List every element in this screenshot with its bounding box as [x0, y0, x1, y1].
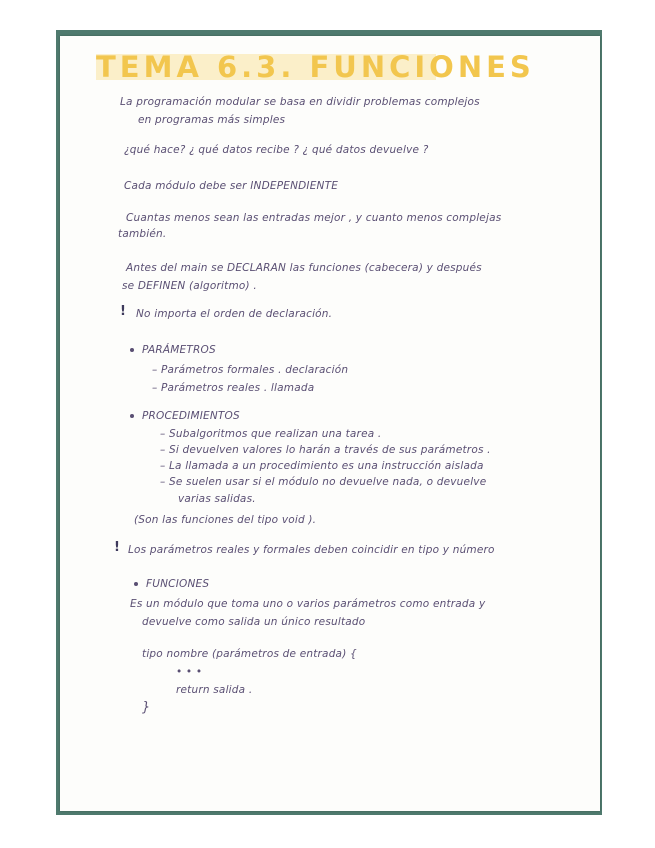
text-line: (Son las funciones del tipo void ). [134, 514, 317, 526]
text-line: devuelve como salida un único resultado [142, 616, 366, 628]
text-line: No importa el orden de declaración. [136, 308, 333, 320]
text-line: Antes del main se DECLARAN las funciones (cabecera) y después [126, 262, 482, 274]
text-line: – Se suelen usar si el módulo no devuelve nada, o devuelve [160, 476, 487, 488]
section-heading-text: PARÁMETROS [142, 344, 216, 356]
exclamation-icon: ! [114, 540, 120, 555]
exclamation-icon: ! [120, 304, 126, 319]
section-heading-text: FUNCIONES [146, 578, 210, 590]
section-heading-parametros [130, 344, 216, 356]
text-line: – Si devuelven valores lo harán a través de sus parámetros . [160, 444, 491, 456]
section-heading-funciones [134, 578, 209, 590]
text-line: La programación modular se basa en dividir problemas complejos [120, 96, 480, 108]
code-line: • • • [176, 666, 203, 678]
bullet-icon [134, 582, 138, 586]
section-heading-procedimientos [130, 410, 240, 422]
text-line: – Subalgoritmos que realizan una tarea . [160, 428, 382, 440]
text-line: Cada módulo debe ser INDEPENDIENTE [124, 180, 339, 192]
text-line: en programas más simples [138, 114, 286, 126]
text-line: ¿qué hace? ¿ qué datos recibe ? ¿ qué datos devuelve ? [124, 144, 429, 156]
bullet-icon [130, 348, 134, 352]
text-line: se DEFINEN (algoritmo) . [122, 280, 257, 292]
text-line: Los parámetros reales y formales deben coincidir en tipo y número [128, 544, 495, 556]
text-line: varias salidas. [178, 493, 256, 505]
text-line: – Parámetros reales . llamada [152, 382, 315, 394]
page-title: TEMA 6.3. FUNCIONES [96, 50, 535, 84]
code-line: tipo nombre (parámetros de entrada) { [142, 648, 357, 660]
bullet-icon [130, 414, 134, 418]
text-line: también. [118, 228, 167, 240]
text-line: – Parámetros formales . declaración [152, 364, 349, 376]
code-line: } [142, 700, 151, 715]
text-line: Cuantas menos sean las entradas mejor , y cuanto menos complejas [126, 212, 502, 224]
code-line: return salida . [176, 684, 253, 696]
text-line: – La llamada a un procedimiento es una instrucción aislada [160, 460, 484, 472]
text-line: Es un módulo que toma uno o varios parámetros como entrada y [130, 598, 486, 610]
section-heading-text: PROCEDIMIENTOS [142, 410, 240, 422]
